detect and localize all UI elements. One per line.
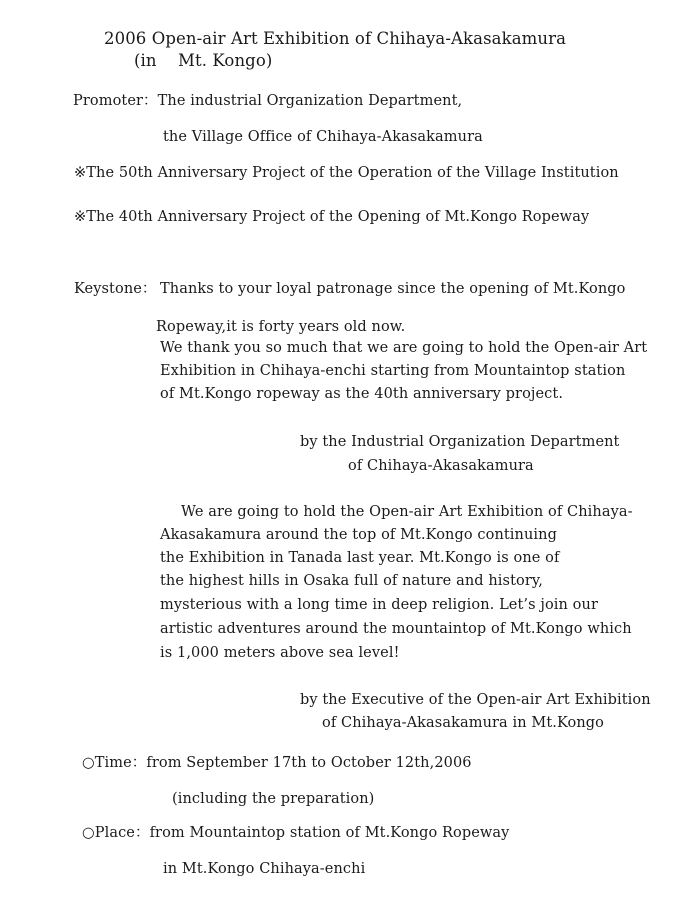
place-row (82, 824, 509, 842)
place-line-1: from Mountaintop station of Mt.Kongo Ropeway (149, 825, 510, 841)
keystone-line: We thank you so much that we are going to hold the Open-air Art (160, 340, 648, 356)
message-signature-line: of Chihaya-Akasakamura in Mt.Kongo (322, 715, 604, 731)
time-line-1: from September 17th to October 12th,2006 (146, 755, 472, 771)
message-line: Akasakamura around the top of Mt.Kongo continuing (160, 527, 557, 543)
message-line: the highest hills in Osaka full of nature and history, (160, 573, 543, 589)
promoter-row (73, 92, 462, 110)
time-row (82, 754, 472, 772)
promoter-line-2: the Village Office of Chihaya-Akasakamura (163, 129, 483, 145)
message-line: is 1,000 meters above sea level! (160, 645, 400, 661)
title-line-1: 2006 Open-air Art Exhibition of Chihaya-Akasakamura (104, 29, 567, 48)
message-line: We are going to hold the Open-air Art Exhibition of Chihaya- (181, 504, 633, 520)
message-line: mysterious with a long time in deep religion. Let’s join our (160, 597, 598, 613)
keystone-line: Thanks to your loyal patronage since the opening of Mt.Kongo (160, 281, 626, 297)
keystone-line: Ropeway,it is forty years old now. (156, 319, 406, 335)
time-line-2: (including the preparation) (172, 791, 375, 807)
keystone-line: Exhibition in Chihaya-enchi starting from Mountaintop station (160, 363, 626, 379)
keystone-line: of Mt.Kongo ropeway as the 40th anniversary project. (160, 386, 564, 402)
title-line-2: (in Mt. Kongo) (134, 51, 273, 70)
keystone-signature-line: by the Industrial Organization Department (300, 434, 620, 450)
project-40th: ※The 40th Anniversary Project of the Opening of Mt.Kongo Ropeway (74, 209, 590, 225)
place-label: ○Place： (82, 825, 150, 841)
message-line: artistic adventures around the mountaintop of Mt.Kongo which (160, 621, 632, 637)
promoter-line-1: The industrial Organization Department, (157, 93, 463, 109)
place-line-2: in Mt.Kongo Chihaya-enchi (163, 861, 366, 877)
project-50th: ※The 50th Anniversary Project of the Operation of the Village Institution (74, 165, 619, 181)
keystone-signature-line: of Chihaya-Akasakamura (348, 458, 534, 474)
promoter-label: Promoter： (73, 93, 158, 109)
message-line: the Exhibition in Tanada last year. Mt.Kongo is one of (160, 550, 560, 566)
time-label: ○Time： (82, 755, 147, 771)
message-signature-line: by the Executive of the Open-air Art Exhibition (300, 692, 651, 708)
keystone-label: Keystone： (74, 281, 157, 297)
